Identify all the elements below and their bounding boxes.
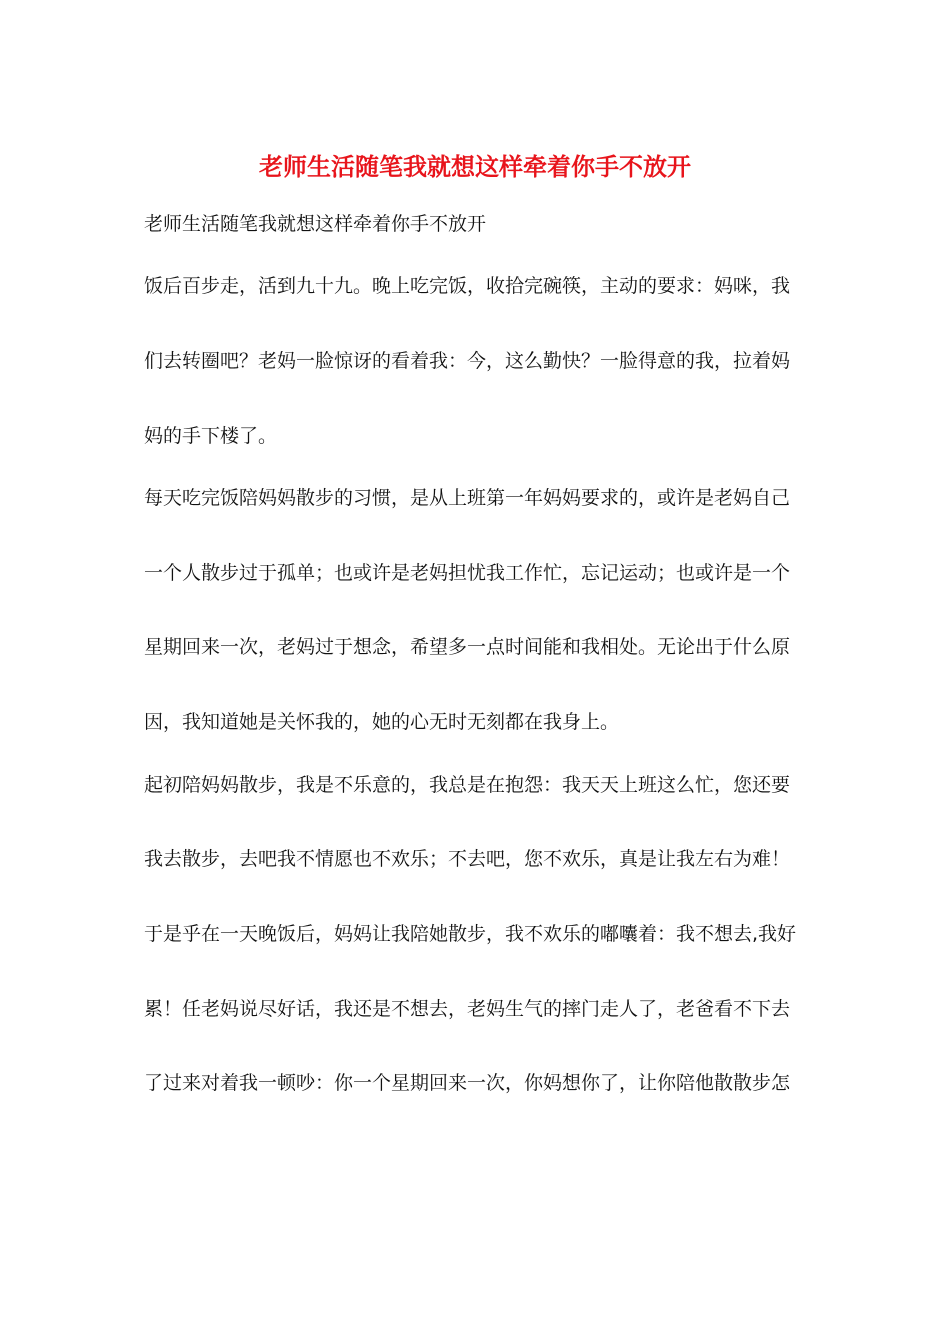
text-line: 一个人散步过于孤单；也或许是老妈担忧我工作忙，忘记运动；也或许是一个 — [144, 562, 791, 584]
text-line: 妈的手下楼了。 — [144, 425, 278, 447]
text-line: 起初陪妈妈散步，我是不乐意的，我总是在抱怨：我天天上班这么忙，您还要 — [144, 774, 791, 796]
text-line: 于是乎在一天晚饭后，妈妈让我陪她散步，我不欢乐的嘟囔着：我不想去,我好 — [144, 923, 797, 945]
document-title: 老师生活随笔我就想这样牵着你手不放开 — [259, 152, 691, 181]
text-line: 了过来对着我一顿吵：你一个星期回来一次，你妈想你了，让你陪他散散步怎 — [144, 1072, 791, 1094]
text-line: 们去转圈吧？老妈一脸惊讶的看着我：今，这么勤快？一脸得意的我，拉着妈 — [144, 350, 791, 372]
document-subtitle: 老师生活随笔我就想这样牵着你手不放开 — [144, 213, 487, 235]
text-line: 每天吃完饭陪妈妈散步的习惯，是从上班第一年妈妈要求的，或许是老妈自己 — [144, 487, 791, 509]
text-line: 因，我知道她是关怀我的，她的心无时无刻都在我身上。 — [144, 711, 620, 733]
text-line: 我去散步，去吧我不情愿也不欢乐；不去吧，您不欢乐，真是让我左右为难！ — [144, 848, 791, 870]
text-line: 累！任老妈说尽好话，我还是不想去，老妈生气的摔门走人了，老爸看不下去 — [144, 998, 791, 1020]
text-line: 星期回来一次，老妈过于想念，希望多一点时间能和我相处。无论出于什么原 — [144, 636, 791, 658]
text-line: 饭后百步走，活到九十九。晚上吃完饭，收拾完碗筷，主动的要求：妈咪，我 — [144, 275, 791, 297]
